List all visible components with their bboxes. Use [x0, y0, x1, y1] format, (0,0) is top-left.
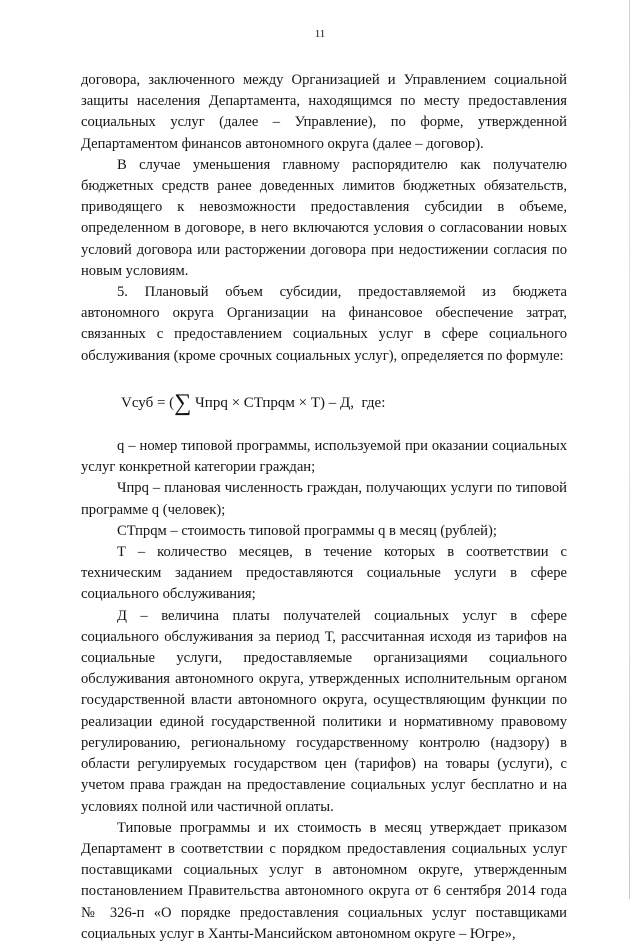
formula-body: Чпрq × СТпрqм × Т) – Д, — [191, 394, 354, 411]
definition-q: q – номер типовой программы, используемой при оказании социальных услуг конкретной категории граждан; — [81, 438, 567, 476]
paragraph-typical-programs: Типовые программы и их стоимость в месяц утверждает приказом Департамент в соответствии с порядком предоставления социальных услуг поставщиками социальных услуг в автономном округе, утвержденным постановлением Правительства автономного округа от 6 сентября 2014 года № 326-п «О порядке предоставления социальных услуг поставщиками социальных услуг в Ханты-Мансийском автономном округе – Югре», — [81, 819, 567, 942]
definition-d: Д – величина платы получателей социальных услуг в сфере социального обслуживания за период Т, рассчитанная исходя из тарифов на социальные услуги, предоставляемые организациями социального обслуживания автономного округа, утвержденных исполнительным органом государственной власти автономного округа, осуществляющим функции по реализации единой государственной политики и нормативному правовому регулированию, региональному государственному контролю (надзору) в области регулируемых государством цен (тарифов) на товары (услуги), с учетом права граждан на предоставление социальных услуг бесплатно и на условиях полной или частичной оплаты. — [81, 607, 567, 815]
formula-lhs: Vсуб = ( — [121, 394, 175, 411]
subsidy-formula — [121, 389, 567, 416]
page-number: 11 — [314, 28, 326, 40]
document-body — [81, 70, 567, 945]
sum-sign: ∑ — [174, 389, 192, 416]
page-edge-line — [629, 0, 630, 899]
paragraph-contract: договора, заключенного между Организацией и Управлением социальной защиты населения Департамента, находящимся по месту предоставления социальных услуг (далее – Управление), по форме, утвержденной Департаментом финансов автономного округа (далее – договор). — [81, 72, 567, 152]
definition-stprqm: СТпрqм – стоимость типовой программы q в месяц (рублей); — [117, 522, 497, 539]
paragraph-subsidy-volume: 5. Плановый объем субсидии, предоставляемой из бюджета автономного округа Организации на финансовое обеспечение затрат, связанных с предоставлением социальных услуг в сфере социального обслуживания (кроме срочных социальных услуг), определяется по формуле: — [81, 284, 567, 364]
definition-t: Т – количество месяцев, в течение которых в соответствии с техническим заданием предоставляются социальные услуги в сфере социального обслуживания; — [81, 544, 567, 603]
formula-suffix: где: — [361, 394, 386, 411]
paragraph-limits-reduction: В случае уменьшения главному распорядителю как получателю бюджетных средств ранее доведенных лимитов бюджетных обязательств, приводящего к невозможности предоставления субсидии в объеме, определенном в договоре, в него включаются условия о согласовании новых условий договора или расторжении договора при недостижении согласия по новым условиям. — [81, 156, 567, 279]
definition-chprq: Чпрq – плановая численность граждан, получающих услуги по типовой программе q (человек); — [81, 480, 567, 518]
